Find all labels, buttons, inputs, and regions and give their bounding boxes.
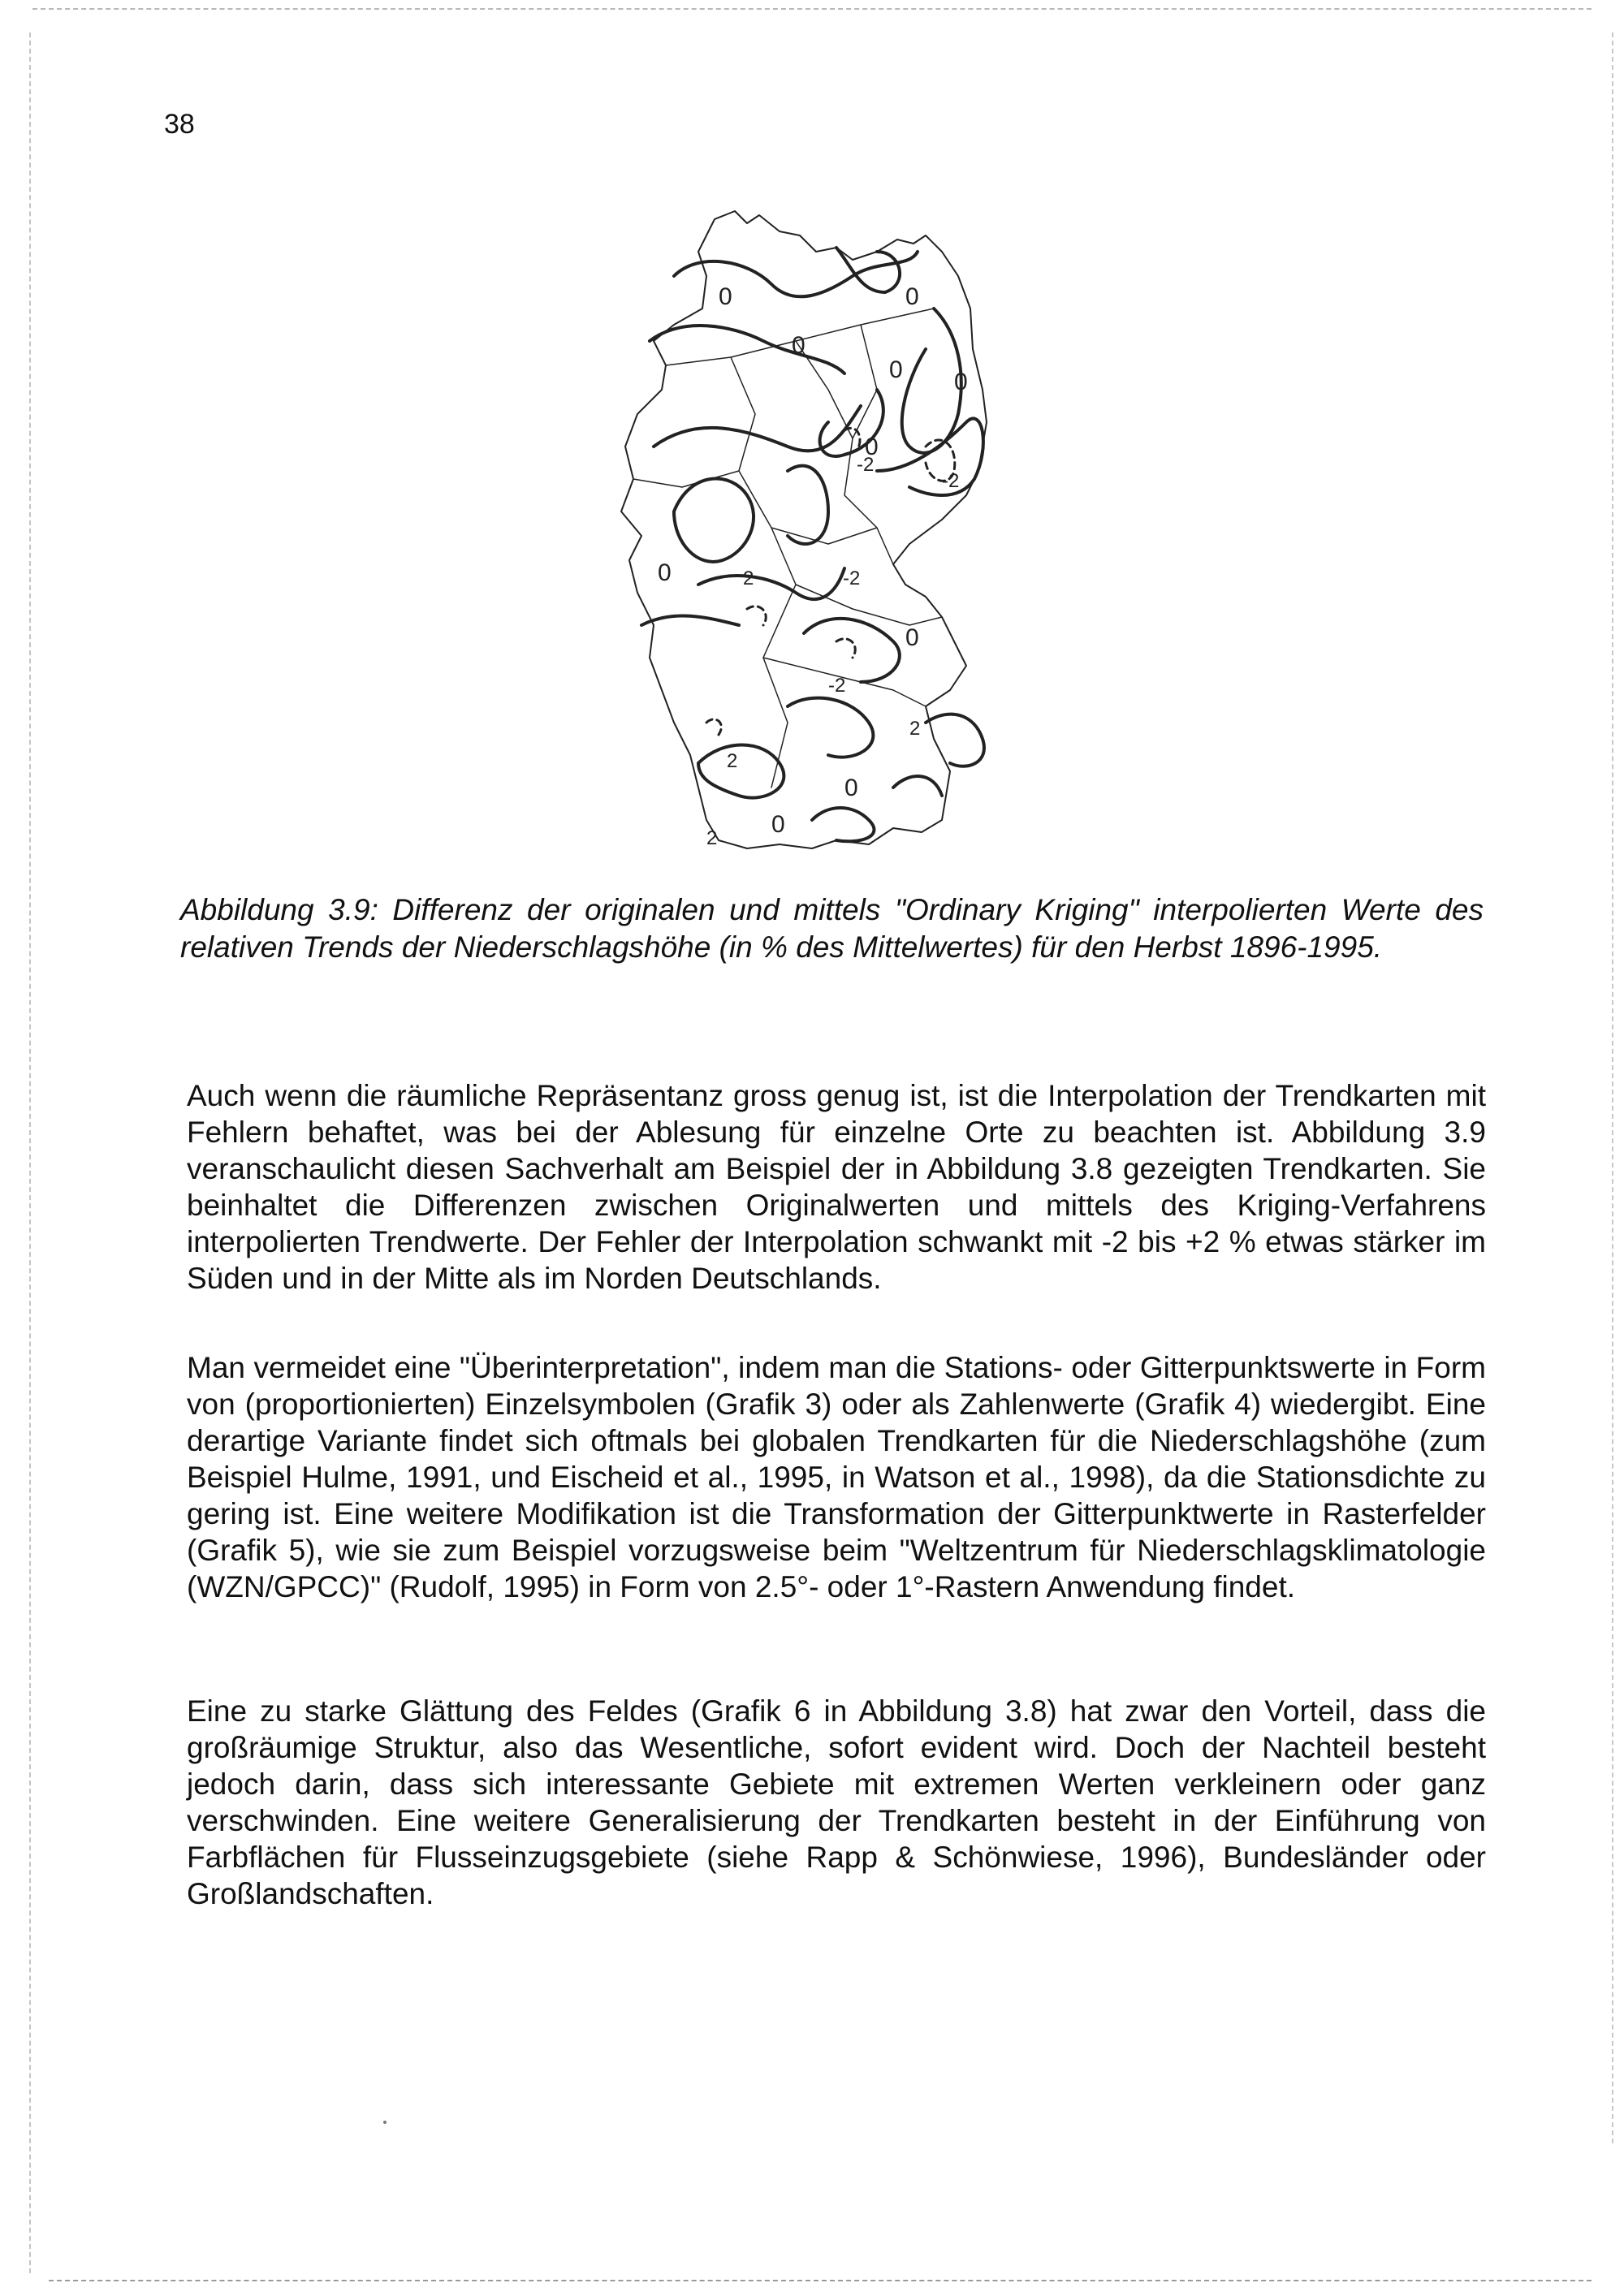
paragraph: Auch wenn die räumliche Repräsentanz gross genug ist, ist die Interpolation der Trendkarten mit Fehlern behaftet, was bei der Ablesung für einzelne Orte zu beachten ist. Abbildung 3.9 veranschaulicht diesen Sachverhalt am Beispiel der in Abbildung 3.8 gezeigten Trendkarten. Sie beinhaltet die Differenzen zwischen Originalwerten und mittels des Kriging-Verfahrens interpolierten Trendwerte. Der Fehler der Interpolation schwankt mit -2 bis +2 % etwas stärker im Süden und in der Mitte als im Norden Deutschlands. — [187, 1079, 1486, 1295]
germany-contour-map — [585, 203, 1096, 852]
paragraph: Eine zu starke Glättung des Feldes (Grafik 6 in Abbildung 3.8) hat zwar den Vorteil, dass die großräumige Struktur, also das Wesentliche, sofort evident wird. Doch der Nachteil besteht jedoch darin, dass sich interessante Gebiete mit extremen Werten verkleinern oder ganz verschwinden. Eine weitere Generalisierung der Trendkarten besteht in der Einführung von Farbflächen für Flusseinzugsgebiete (siehe Rapp & Schönwiese, 1996), Bundesländer oder Großlandschaften. — [187, 1694, 1486, 1910]
scan-speck — [383, 2121, 387, 2124]
contour-label: 0 — [658, 559, 672, 586]
figure-caption: Abbildung 3.9: Differenz der originalen und mittels "Ordinary Kriging" interpolierten Werte des relativen Trends der Niederschlagshöhe (in % des Mittelwertes) für den Herbst 1896-1995. — [180, 893, 1484, 964]
paragraph: Man vermeidet eine "Überinterpretation", indem man die Stations- oder Gitterpunktswerte in Form von (proportionierten) Einzelsymbolen (Grafik 3) oder als Zahlenwerte (Grafik 4) wiedergibt. Eine derartige Variante findet sich oftmals bei globalen Trendkarten für die Niederschlagshöhe (zum Beispiel Hulme, 1991, und Eischeid et al., 1995, in Watson et al., 1998), da die Stationsdichte zu gering ist. Eine weitere Modifikation ist die Transformation der Gitterpunktwerte in Rasterfelder (Grafik 5), wie sie zum Beispiel vorzugsweise beim "Weltzentrum für Niederschlagsklimatologie (WZN/GPCC)" (Rudolf, 1995) in Form von 2.5°- oder 1°-Rastern Anwendung findet. — [187, 1351, 1486, 1603]
scan-edge-bottom — [49, 2280, 1592, 2281]
contour-label: 0 — [954, 369, 968, 395]
scan-edge-left — [29, 32, 31, 2273]
scan-edge-right — [1612, 32, 1613, 2143]
contour-label: 0 — [865, 434, 879, 460]
contour-label: -2 — [942, 470, 960, 492]
contour-label: -2 — [828, 675, 846, 697]
contour-label: 2 — [706, 827, 718, 849]
contour-label: 2 — [909, 718, 921, 740]
contour-label: 0 — [905, 624, 919, 651]
contour-label: 0 — [719, 283, 732, 310]
contour-label: 0 — [905, 283, 919, 310]
contour-label: -2 — [843, 568, 861, 589]
contour-label: 0 — [889, 356, 903, 383]
contour-label: 2 — [743, 568, 754, 589]
contour-label: 0 — [771, 811, 785, 838]
contour-label: 2 — [727, 750, 738, 772]
contour-label: 0 — [844, 775, 858, 801]
page-number: 38 — [164, 109, 195, 140]
contour-label: -2 — [857, 454, 875, 476]
contour-label: 0 — [792, 332, 806, 359]
scan-edge-top — [32, 8, 1592, 10]
